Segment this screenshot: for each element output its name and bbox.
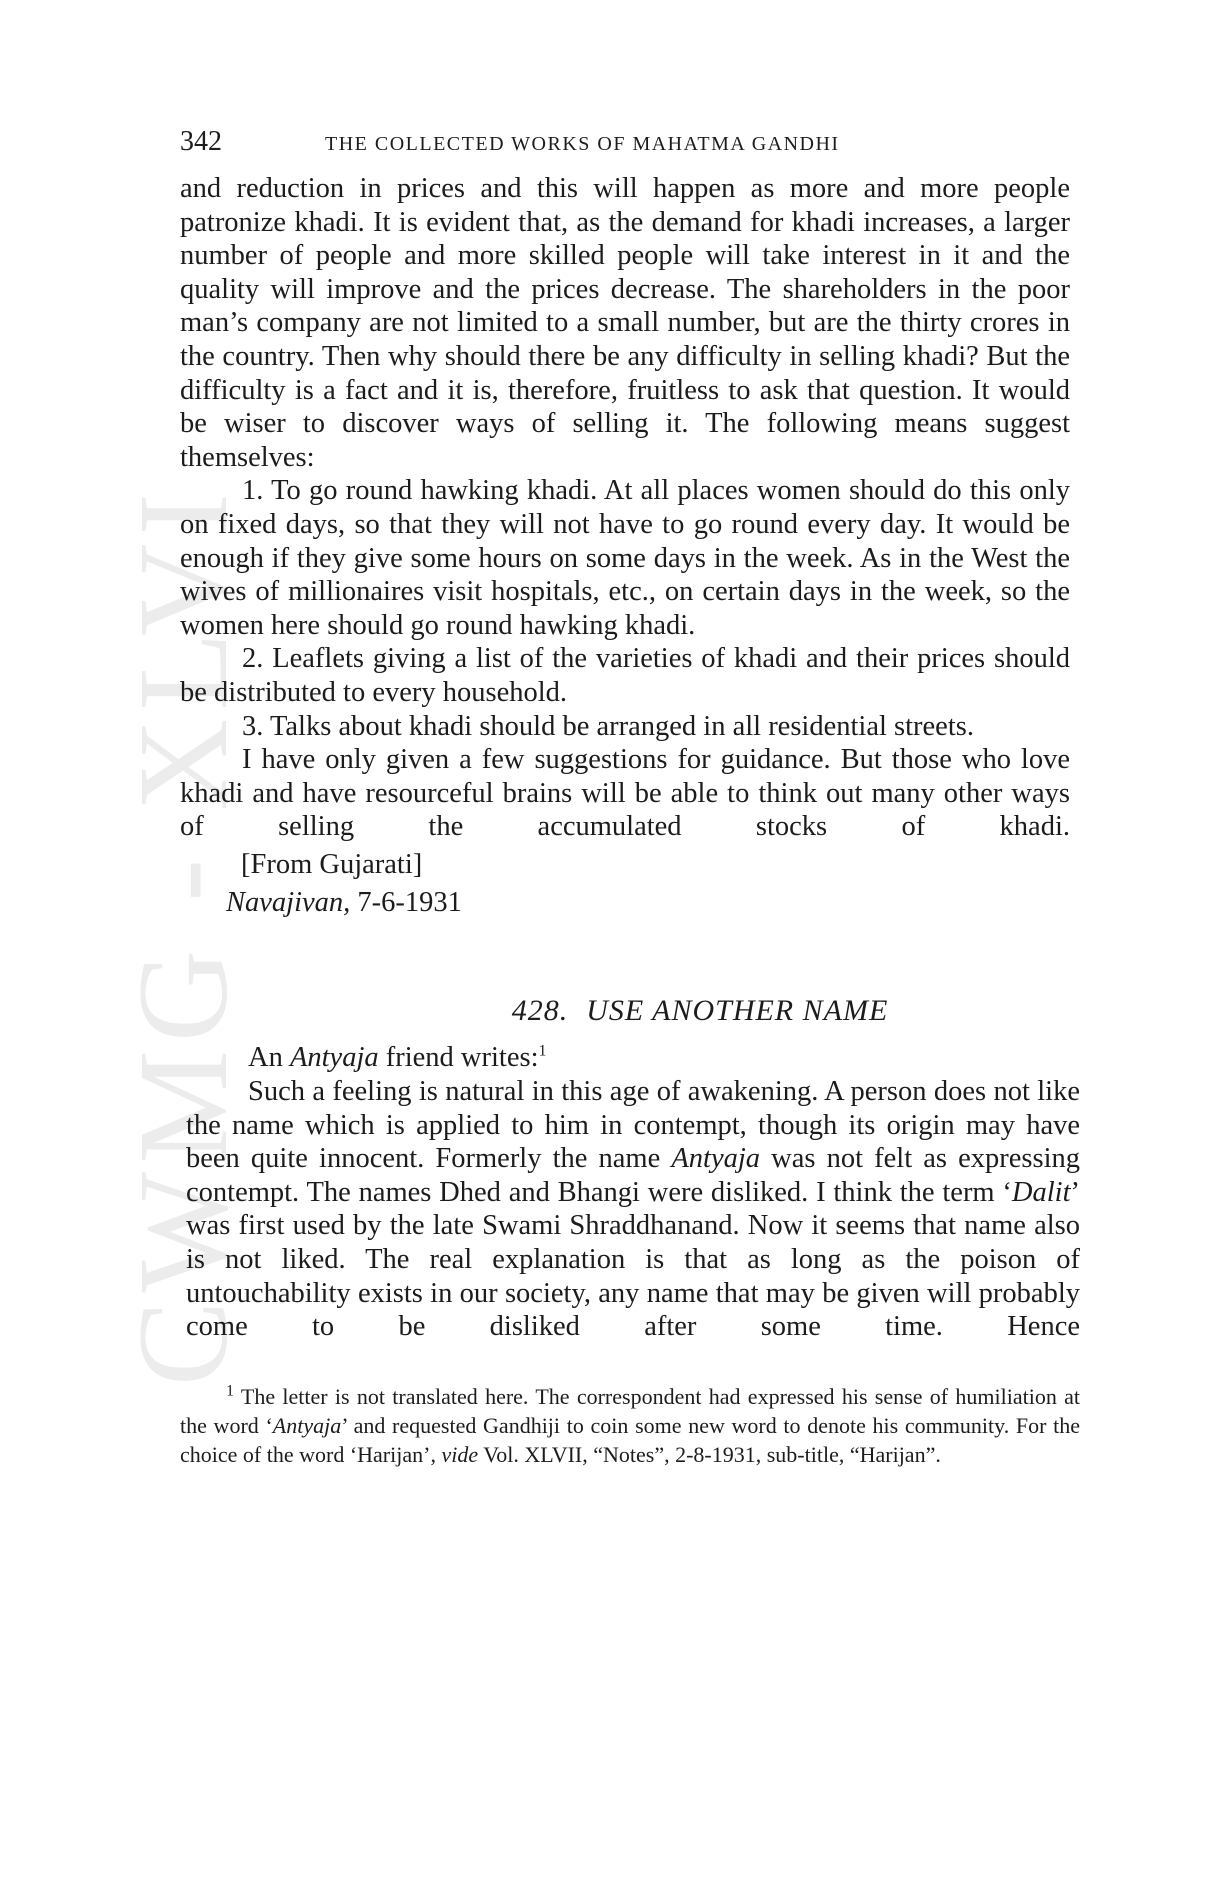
watermark-text: CWMG - XLVI <box>111 484 254 1386</box>
text-run: was not felt as expressing contempt. The names Dhed and Bhangi were disliked. I think the term ‘ <box>186 1143 1081 1208</box>
section-number: 428. <box>511 993 569 1027</box>
footnote-marker: 1 <box>538 1042 547 1060</box>
citation-date: 7-6-1931 <box>357 886 462 918</box>
source-note: [From Gujarati] <box>241 848 423 880</box>
paragraph <box>186 1075 1080 1344</box>
text-run: ’ and requested Gandhiji to coin some new word to denote his community. For the choice of the word ‘Harijan’, <box>180 1412 1081 1467</box>
running-title: THE COLLECTED WORKS OF MAHATMA GANDHI <box>325 133 840 155</box>
intro-line <box>186 1041 1080 1075</box>
italic-term: Dalit <box>1011 1176 1071 1208</box>
page <box>180 126 1080 1469</box>
italic-term: Antyaja <box>272 1412 342 1438</box>
page-header <box>180 126 1080 172</box>
paragraph: and reduction in prices and this will happen as more and more people patronize khadi. It is evident that, as the demand for khadi increases, a larger number of people and more skilled people will take interest in it and the quality will improve and the prices decrease. The shareholders in the poor man’s company are not limited to a small number, but are the thirty crores in the country. Then why should there be any difficulty in selling khadi? But the difficulty is a fact and it is, therefore, fruitless to ask that question. It would be wiser to discover ways of selling it. The following means suggest themselves: <box>180 173 1070 473</box>
page-number: 342 <box>180 126 222 157</box>
text-run: ’ was first used by the late Swami Shraddhanand. Now it seems that name also is not liked. The real explanation is that as long as the poison of untouchability exists in our society, any name that may be given will probably come to be disliked after some time. Hence <box>186 1176 1080 1343</box>
footnote-text <box>180 1382 1080 1469</box>
intro-italic: Antyaja <box>289 1042 379 1074</box>
list-item-3: 3. Talks about khadi should be arranged in all residential streets. <box>242 710 974 742</box>
list-item-1: 1. To go round hawking khadi. At all places women should do this only on fixed days, so that they will not have to go round every day. It would be enough if they give some hours on some days in the week. As in the West the wives of millionaires visit hospitals, etc., on certain days in the week, so the women here should go round hawking khadi. <box>180 475 1070 641</box>
citation <box>226 886 1070 920</box>
paragraph: I have only given a few suggestions for guidance. But those who love khadi and have resourceful brains will be able to think out many other ways of selling the accumulated stocks of khadi. <box>180 744 1070 843</box>
intro-suffix: friend writes: <box>385 1042 539 1074</box>
text-run: Vol. XLVII, “Notes”, 2-8-1931, sub-title, “Harijan”. <box>483 1441 941 1467</box>
section-title: USE ANOTHER NAME <box>586 993 889 1027</box>
italic-term: vide <box>441 1441 479 1467</box>
body-text <box>180 172 1081 1344</box>
italic-term: Antyaja <box>671 1143 761 1175</box>
footnote <box>180 1382 1080 1469</box>
text-run: The letter is not translated here. The correspondent had expressed his sense of humiliation at the word ‘ <box>180 1383 1080 1438</box>
intro-prefix: An <box>248 1042 283 1074</box>
footnote-number: 1 <box>226 1382 234 1400</box>
text-run: Such a feeling is natural in this age of awakening. A person does not like the name which is applied to him in contempt, though its origin may have been quite innocent. Formerly the name <box>186 1076 1080 1175</box>
list-item-2: 2. Leaflets giving a list of the varieties of khadi and their prices should be distributed to every household. <box>180 643 1070 708</box>
citation-publication: Navajivan, <box>226 886 351 918</box>
section-heading <box>180 994 1070 1028</box>
section-body <box>186 1041 1080 1343</box>
